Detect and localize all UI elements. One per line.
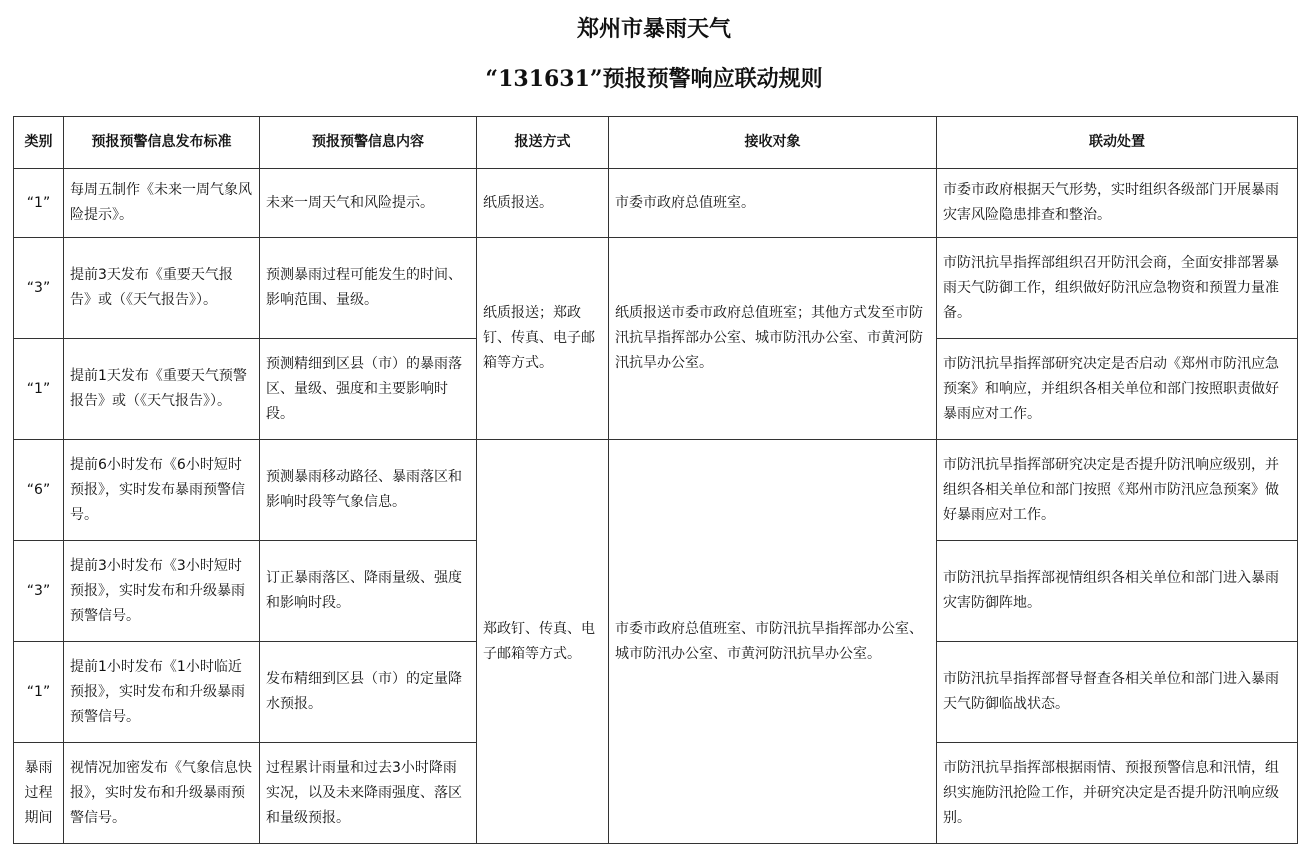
recipient-cell: 纸质报送市委市政府总值班室；其他方式发至市防汛抗旱指挥部办公室、城市防汛办公室、市黄河防汛抗旱办公室。	[609, 238, 937, 440]
standard-cell: 提前6小时发布《6小时短时预报》，实时发布暴雨预警信号。	[64, 440, 260, 541]
action-cell: 市防汛抗旱指挥部组织召开防汛会商，全面安排部署暴雨天气防御工作，组织做好防汛应急物资和预置力量准备。	[937, 238, 1298, 339]
content-cell: 过程累计雨量和过去3小时降雨实况，以及未来降雨强度、落区和量级预报。	[260, 743, 477, 844]
standard-cell: 每周五制作《未来一周气象风险提示》。	[64, 169, 260, 238]
category-cell: “1”	[14, 169, 64, 238]
action-cell: 市委市政府根据天气形势，实时组织各级部门开展暴雨灾害风险隐患排查和整治。	[937, 169, 1298, 238]
content-cell: 未来一周天气和风险提示。	[260, 169, 477, 238]
category-cell: “1”	[14, 339, 64, 440]
document-header	[0, 0, 1308, 94]
action-cell: 市防汛抗旱指挥部根据雨情、预报预警信息和汛情，组织实施防汛抢险工作，并研究决定是否提升防汛响应级别。	[937, 743, 1298, 844]
table-row	[14, 238, 1298, 339]
action-cell: 市防汛抗旱指挥部督导督查各相关单位和部门进入暴雨天气防御临战状态。	[937, 642, 1298, 743]
content-cell: 预测暴雨过程可能发生的时间、影响范围、量级。	[260, 238, 477, 339]
method-cell: 纸质报送；郑政钉、传真、电子邮箱等方式。	[477, 238, 609, 440]
recipient-cell: 市委市政府总值班室、市防汛抗旱指挥部办公室、城市防汛办公室、市黄河防汛抗旱办公室。	[609, 440, 937, 844]
content-cell: 发布精细到区县（市）的定量降水预报。	[260, 642, 477, 743]
header-category: 类别	[14, 117, 64, 169]
content-cell: 预测暴雨移动路径、暴雨落区和影响时段等气象信息。	[260, 440, 477, 541]
linkage-rules-table	[13, 116, 1298, 844]
action-cell: 市防汛抗旱指挥部研究决定是否提升防汛响应级别，并组织各相关单位和部门按照《郑州市防汛应急预案》做好暴雨应对工作。	[937, 440, 1298, 541]
method-cell: 纸质报送。	[477, 169, 609, 238]
category-cell: “3”	[14, 238, 64, 339]
standard-cell: 视情况加密发布《气象信息快报》，实时发布和升级暴雨预警信号。	[64, 743, 260, 844]
table-header-row	[14, 117, 1298, 169]
header-method: 报送方式	[477, 117, 609, 169]
category-cell: “1”	[14, 642, 64, 743]
standard-cell: 提前1天发布《重要天气预警报告》或（《天气报告》）。	[64, 339, 260, 440]
content-cell: 订正暴雨落区、降雨量级、强度和影响时段。	[260, 541, 477, 642]
category-cell: “6”	[14, 440, 64, 541]
table-row	[14, 440, 1298, 541]
header-recipient: 接收对象	[609, 117, 937, 169]
method-cell: 郑政钉、传真、电子邮箱等方式。	[477, 440, 609, 844]
document-subtitle: “131631”预报预警响应联动规则	[485, 66, 823, 92]
header-content: 预报预警信息内容	[260, 117, 477, 169]
recipient-cell: 市委市政府总值班室。	[609, 169, 937, 238]
category-cell: 暴雨过程期间	[14, 743, 64, 844]
header-action: 联动处置	[937, 117, 1298, 169]
standard-cell: 提前3天发布《重要天气报告》或（《天气报告》）。	[64, 238, 260, 339]
header-standard: 预报预警信息发布标准	[64, 117, 260, 169]
action-cell: 市防汛抗旱指挥部研究决定是否启动《郑州市防汛应急预案》和响应，并组织各相关单位和部门按照职责做好暴雨应对工作。	[937, 339, 1298, 440]
standard-cell: 提前1小时发布《1小时临近预报》，实时发布和升级暴雨预警信号。	[64, 642, 260, 743]
action-cell: 市防汛抗旱指挥部视情组织各相关单位和部门进入暴雨灾害防御阵地。	[937, 541, 1298, 642]
table-row	[14, 169, 1298, 238]
standard-cell: 提前3小时发布《3小时短时预报》，实时发布和升级暴雨预警信号。	[64, 541, 260, 642]
category-cell: “3”	[14, 541, 64, 642]
content-cell: 预测精细到区县（市）的暴雨落区、量级、强度和主要影响时段。	[260, 339, 477, 440]
document-title: 郑州市暴雨天气	[576, 16, 731, 42]
